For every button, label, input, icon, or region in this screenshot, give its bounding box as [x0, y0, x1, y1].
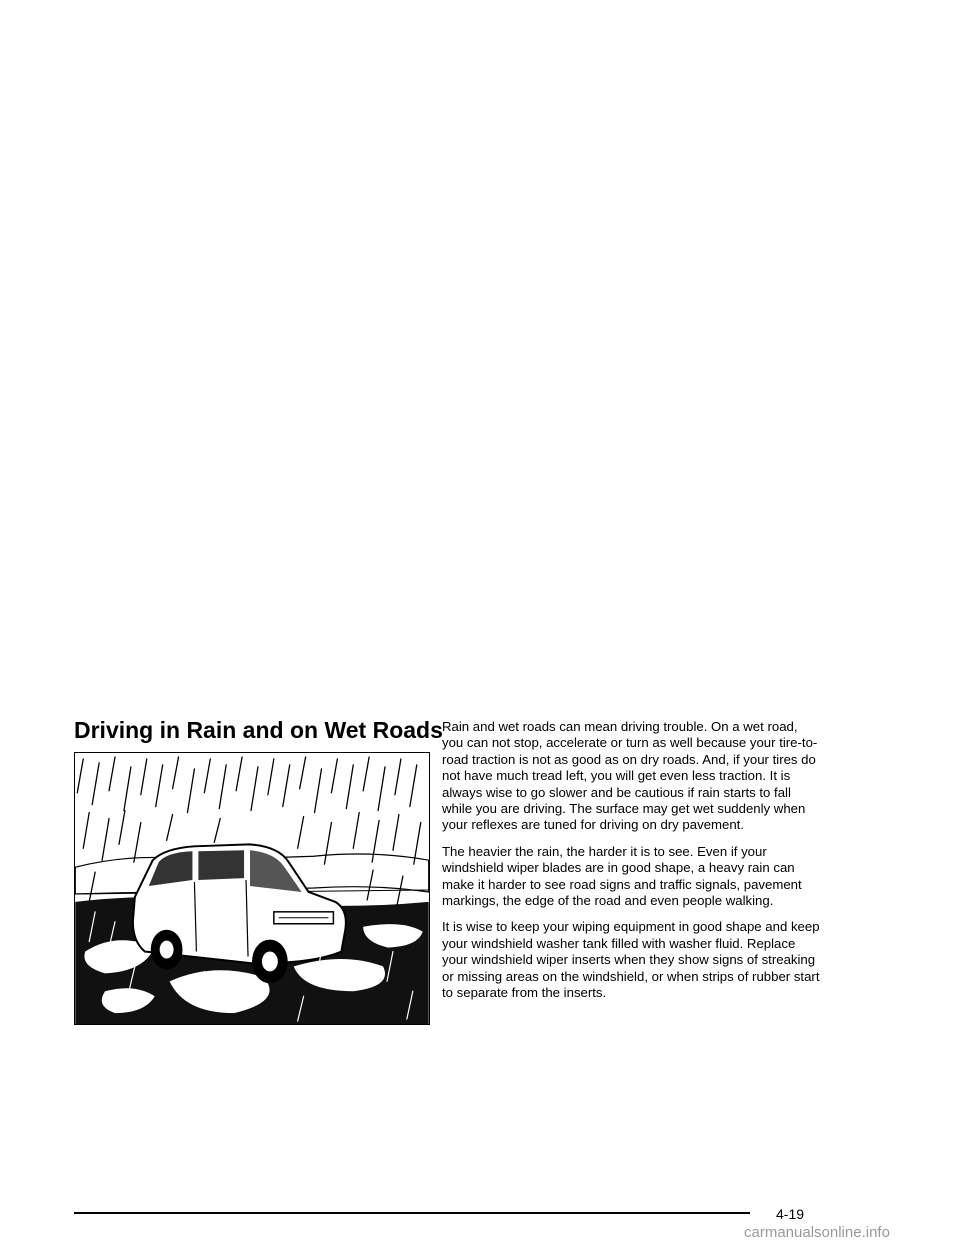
watermark: carmanualsonline.info: [744, 1224, 890, 1241]
van-in-rain-illustration: [74, 752, 430, 1025]
paragraph-1: Rain and wet roads can mean driving trouble. On a wet road, you can not stop, accelerate or turn as well because your tire-to-road traction is not as good as on dry roads. And, if your tires do not have much tread left, you will get even less traction. It is always wise to go slower and be cautious if rain starts to fall while you are driving. The surface may get wet suddenly when your reflexes are tuned for driving on dry pavement.: [442, 719, 818, 833]
body-text: [442, 719, 822, 1012]
page-number: 4-19: [776, 1206, 805, 1222]
paragraph-2: The heavier the rain, the harder it is to see. Even if your windshield wiper blades are in good shape, a heavy rain can make it harder to see road signs and traffic signals, pavement markings, the edge of the road and even people walking.: [442, 843, 802, 909]
section-title: Driving in Rain and on Wet Roads: [74, 717, 443, 743]
footer-rule: [74, 1212, 750, 1214]
paragraph-3: It is wise to keep your wiping equipment in good shape and keep your windshield washer tank filled with washer fluid. Replace your windshield wiper inserts when they show signs of streaking or missing areas on the windshield, or when strips of rubber start to separate from the inserts.: [442, 919, 820, 1001]
